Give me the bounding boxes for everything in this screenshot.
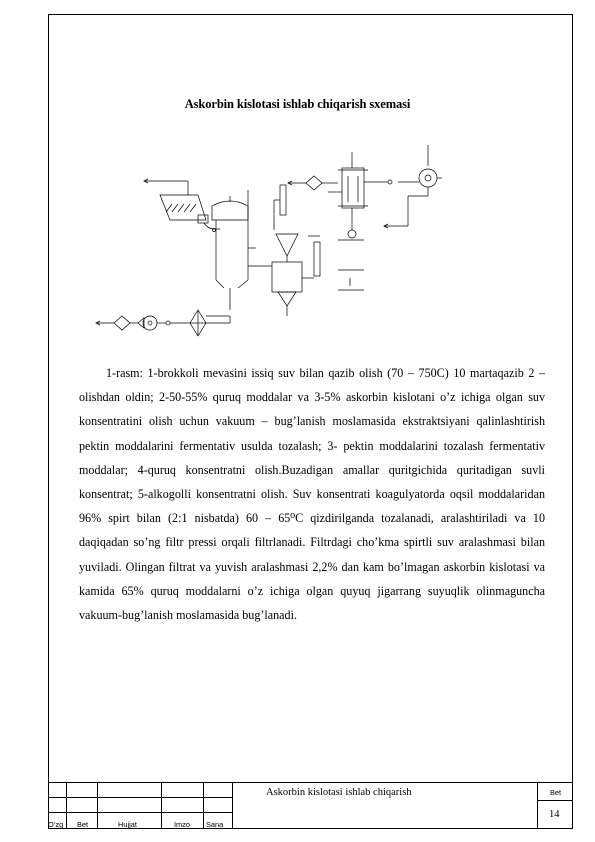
circulation-pump xyxy=(384,145,442,228)
top-valve xyxy=(288,176,338,190)
stamp-document-title: Askorbin kislotasi ishlab chiqarish xyxy=(266,787,412,798)
product-receiver xyxy=(338,270,364,290)
extractor-hopper xyxy=(160,181,220,232)
process-scheme-diagram xyxy=(88,140,448,340)
stamp-col-sana: Sana xyxy=(206,820,224,829)
title-block-stamp xyxy=(48,782,573,829)
coagulator-tank xyxy=(266,236,320,316)
evaporator-tank xyxy=(212,190,266,310)
stamp-page-number: 14 xyxy=(549,809,560,820)
stamp-col-ozg: O’zg xyxy=(48,820,64,829)
stamp-col-hujjat: Hujjat xyxy=(118,820,137,829)
outlet-arrow-top-left xyxy=(144,179,188,183)
bottom-feed-line xyxy=(96,310,230,336)
stamp-col-bet: Bet xyxy=(77,820,89,829)
figure-caption-text: 1-rasm: 1-brokkoli mevasini issiq suv bilan qazib olish (70 – 750C) 10 martaqazib 2 – olishdan oldin; 2-50-55% quruq moddalar va 3-5% askorbin kislotani o’z ichiga olgan suv konsentratini olish uchun vakuum – bug’lanish moslamasida ekstraktsiyani qalinlashtirish pektin moddalarini fermentativ usulda tozalash; 3- pektin moddalarini tozalash fermentativ moddalar; 4-quruq konsentratni olish.Buzadigan amallar quritgichida quritadigan suvli konsentrat; 5-alkogolli konsentratni olish. Suv konsentrati koagulyatorda oqsil moddalaridan 96% spirt bilan (2:1 nisbatda) 60 – 65⁰C qizdirilganda tozalanadi, aralashtiriladi va 10 daqiqadan so’ng filtr pressi orqali filtrlanadi. Filtrdagi cho’kma spirtli suv aralashmasi bilan yuviladi. Olingan filtrat va yuvish aralashmasi 2,2% dan kam bo’lmagan askorbin kislotasi va kamida 65% quruq moddalarni o’z ichiga olgan quyuq jigarrang suyuqlik olinmaguncha vakuum-bug’lanish moslamasida bug’lanadi. xyxy=(79,366,545,623)
stamp-page-label: Bet xyxy=(550,788,562,797)
stamp-col-imzo: Imzo xyxy=(174,820,191,829)
filter-column xyxy=(328,152,392,240)
separator-cone xyxy=(274,185,298,262)
page-title: Askorbin kislotasi ishlab chiqarish sxemasi xyxy=(184,97,411,111)
